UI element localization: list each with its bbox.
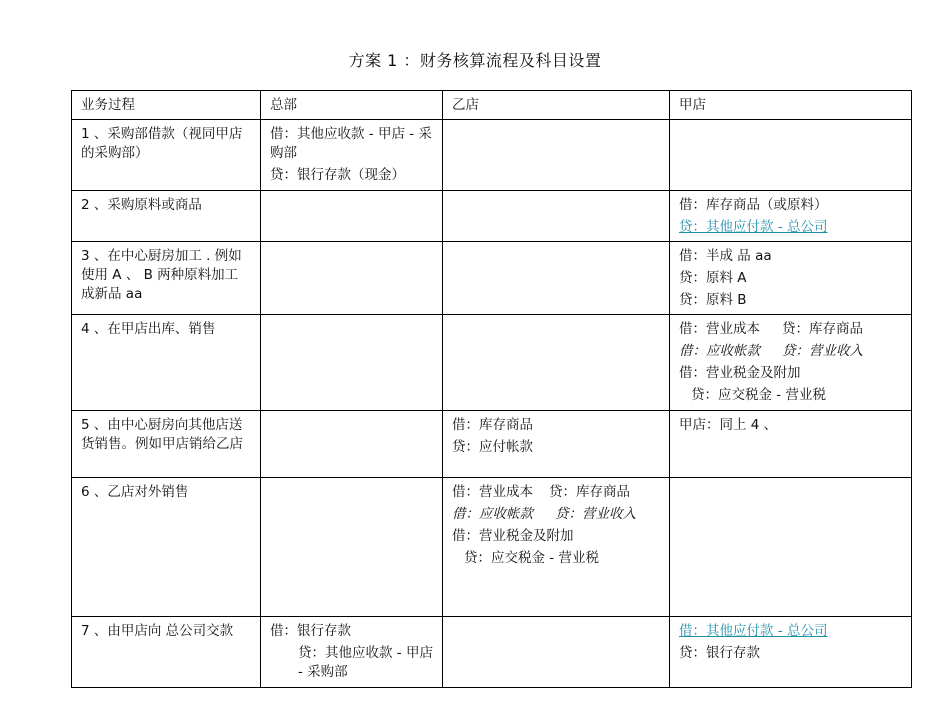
store-a-cell — [670, 191, 912, 242]
process-text: 2 、采购原料或商品 — [81, 197, 202, 213]
store-b-cell — [443, 242, 670, 315]
store-b-cell — [443, 120, 670, 191]
process-cell — [72, 120, 261, 191]
entry-credit: 贷：库存商品 — [782, 321, 863, 337]
table-row — [72, 478, 912, 617]
entry-debit: 借：应收帐款 — [679, 343, 760, 359]
store-b-cell — [443, 478, 670, 617]
process-text: 1 、采购部借款（视同甲店的采购部） — [81, 126, 243, 161]
table-row — [72, 315, 912, 411]
process-text: 4 、在甲店出库、销售 — [81, 321, 216, 337]
table-row — [72, 617, 912, 688]
column-header-store-b: 乙店 — [443, 91, 670, 120]
store-b-cell — [443, 191, 670, 242]
table-row — [72, 411, 912, 478]
entry-line: 借：库存商品 — [452, 417, 533, 433]
hq-cell — [261, 191, 443, 242]
entry-link[interactable]: 贷：其他应付款 - 总公司 — [679, 219, 828, 235]
entry-line: 借：营业税金及附加 — [452, 528, 574, 544]
entry-line: 借：其他应收款 - 甲店 - 采购部 — [270, 126, 432, 161]
entry-line: 贷：其他应收款 - 甲店 - 采购部 — [298, 645, 433, 680]
entry-line — [679, 342, 902, 361]
store-a-cell — [670, 120, 912, 191]
column-header-hq: 总部 — [261, 91, 443, 120]
entry-line — [452, 505, 660, 524]
table-row — [72, 120, 912, 191]
entry-credit: 贷：库存商品 — [549, 484, 630, 500]
entry-debit: 借：营业成本 — [679, 321, 760, 337]
process-cell — [72, 315, 261, 411]
process-text: 5 、由中心厨房向其他店送货销售。例如甲店销给乙店 — [81, 417, 243, 452]
entry-debit: 借：营业成本 — [452, 484, 533, 500]
entry-line: 借：库存商品（或原料） — [679, 197, 828, 213]
table-header-row — [72, 91, 912, 120]
store-a-cell — [670, 617, 912, 688]
process-cell — [72, 191, 261, 242]
page-title: 方案 1 ：财务核算流程及科目设置 — [348, 51, 602, 70]
process-text: 3 、在中心厨房加工 . 例如使用 A 、 B 两种原料加工成新品 aa — [81, 248, 242, 302]
process-text: 6 、乙店对外销售 — [81, 484, 189, 500]
store-a-cell — [670, 242, 912, 315]
entry-line: 贷：原料 A — [679, 270, 747, 286]
entry-line: 贷：应付帐款 — [452, 439, 533, 455]
column-header-process: 业务过程 — [72, 91, 261, 120]
store-a-cell — [670, 411, 912, 478]
entry-line: 贷：原料 B — [679, 292, 747, 308]
process-cell — [72, 617, 261, 688]
hq-cell — [261, 617, 443, 688]
entry-line: 贷：应交税金 - 营业税 — [691, 387, 826, 403]
entry-line — [679, 320, 902, 339]
entry-debit: 借：应收帐款 — [452, 506, 533, 522]
table-row — [72, 242, 912, 315]
entry-credit: 贷：营业收入 — [555, 506, 636, 522]
column-header-store-a: 甲店 — [670, 91, 912, 120]
process-cell — [72, 478, 261, 617]
entry-line — [452, 483, 660, 502]
table-row — [72, 191, 912, 242]
store-b-cell — [443, 411, 670, 478]
entry-line: 甲店：同上 4 、 — [679, 417, 778, 433]
store-b-cell — [443, 617, 670, 688]
accounting-table — [71, 90, 912, 688]
entry-line: 借：银行存款 — [270, 623, 351, 639]
entry-line: 借：营业税金及附加 — [679, 365, 801, 381]
process-cell — [72, 242, 261, 315]
entry-line: 贷：应交税金 - 营业税 — [464, 550, 599, 566]
hq-cell — [261, 478, 443, 617]
store-b-cell — [443, 315, 670, 411]
entry-line: 贷：银行存款（现金） — [270, 167, 405, 183]
entry-credit: 贷：营业收入 — [782, 343, 863, 359]
hq-cell — [261, 315, 443, 411]
process-text: 7 、由甲店向 总公司交款 — [81, 623, 234, 639]
hq-cell — [261, 120, 443, 191]
store-a-cell — [670, 315, 912, 411]
entry-link[interactable]: 借：其他应付款 - 总公司 — [679, 623, 828, 639]
entry-line: 借：半成 品 aa — [679, 248, 772, 264]
entry-line: 贷：银行存款 — [679, 645, 760, 661]
hq-cell — [261, 411, 443, 478]
process-cell — [72, 411, 261, 478]
store-a-cell — [670, 478, 912, 617]
hq-cell — [261, 242, 443, 315]
